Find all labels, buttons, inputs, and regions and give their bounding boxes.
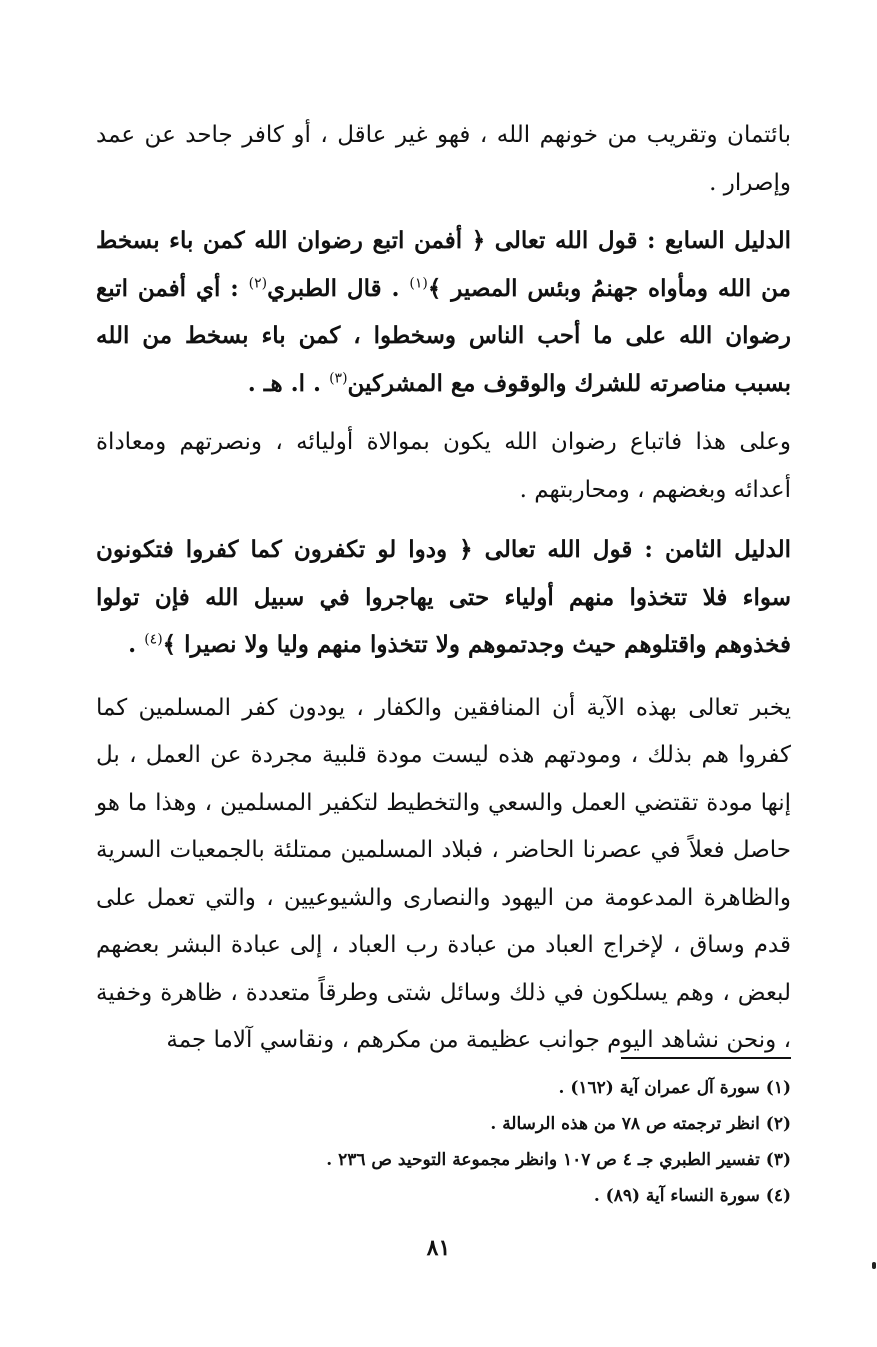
footnote-ref-3[interactable]: (٣): [329, 369, 348, 386]
paragraph-following-pleasure: [96, 419, 791, 514]
page-body: [96, 112, 791, 1065]
paragraph-explanation: [96, 685, 791, 1065]
commentary-end: . ا. هـ .: [247, 369, 330, 397]
footnotes-list: [191, 1070, 791, 1214]
paragraph-intro: [96, 112, 791, 207]
footnote-divider: [621, 1057, 791, 1059]
footnote-ref-4[interactable]: (٤): [144, 631, 163, 648]
footnote-item-1: (١) سورة آل عمران آية (١٦٢) .: [558, 1078, 791, 1098]
paragraph-text: بائتمان وتقريب من خونهم الله ، فهو غير عاقل ، أو كافر جاحد عن عمد وإصرار .: [96, 122, 791, 196]
verse-text: الدليل السابع : قول الله تعالى ﴿ أفمن اتبع رضوان الله كمن باء بسخط من الله ومأواه جهنمُ وبئس المصير ﴾: [96, 227, 791, 302]
footnote-item-3: (٣) تفسير الطبري جـ ٤ ص ١٠٧ وانظر مجموعة التوحيد ص ٢٣٦ .: [326, 1150, 791, 1170]
paragraph-evidence-eighth: [96, 526, 791, 669]
footnote-item-4: (٤) سورة النساء آية (٨٩) .: [593, 1186, 791, 1206]
page-number: ٨١: [426, 1235, 451, 1261]
verse-end: .: [128, 631, 145, 658]
footnote-item-2: (٢) انظر ترجمته ص ٧٨ من هذه الرسالة .: [490, 1114, 791, 1134]
paragraph-text: يخبر تعالى بهذه الآية أن المنافقين والكفار ، يودون كفر المسلمين كما كفروا هم بذلك ، ومودتهم هذه ليست مودة قلبية مجردة عن العمل ، بل إنها مودة تقتضي العمل والسعي والتخطيط لتكفير المسلمين ، وهذا ما هو حاصل فعلاً في عصرنا الحاضر ، فبلاد المسلمين ممتلئة بالجمعيات السرية والظاهرة المدعومة من اليهود والنصارى والشيوعيين ، والتي تعمل على قدم وساق ، لإخراج العباد من عبادة رب العباد ، إلى عبادة البشر بعضهم لبعض ، وهم يسلكون في ذلك وسائل شتى وطرقاً متعددة ، ظاهرة وخفية ، ونحن نشاهد اليوم جوانب عظيمة من مكرهم ، ونقاسي آلاما جمة: [96, 694, 791, 1053]
paragraph-evidence-seventh: [96, 217, 791, 407]
footnote-ref-2[interactable]: (٢): [248, 274, 268, 291]
commentary-text: . قال الطبري: [267, 274, 410, 302]
commentary-text: : أي أفمن اتبع رضوان الله على ما أحب الناس وسخطوا ، كمن باء بسخط من الله بسبب مناصرته للشرك والوقوف مع المشركين: [96, 274, 791, 397]
paragraph-text: وعلى هذا فاتباع رضوان الله يكون بموالاة أوليائه ، ونصرتهم ومعاداة أعدائه وبغضهم ، ومحاربتهم .: [96, 429, 791, 503]
footnote-ref-1[interactable]: (١): [409, 274, 428, 291]
verse-text: الدليل الثامن : قول الله تعالى ﴿ ودوا لو تكفرون كما كفروا فتكونون سواء فلا تتخذوا منهم أولياء حتى يهاجروا في سبيل الله فإن تولوا فخذوهم واقتلوهم حيث وجدتموهم ولا تتخذوا منهم وليا ولا نصيرا ﴾: [96, 536, 791, 658]
scan-speck: [872, 1262, 876, 1269]
